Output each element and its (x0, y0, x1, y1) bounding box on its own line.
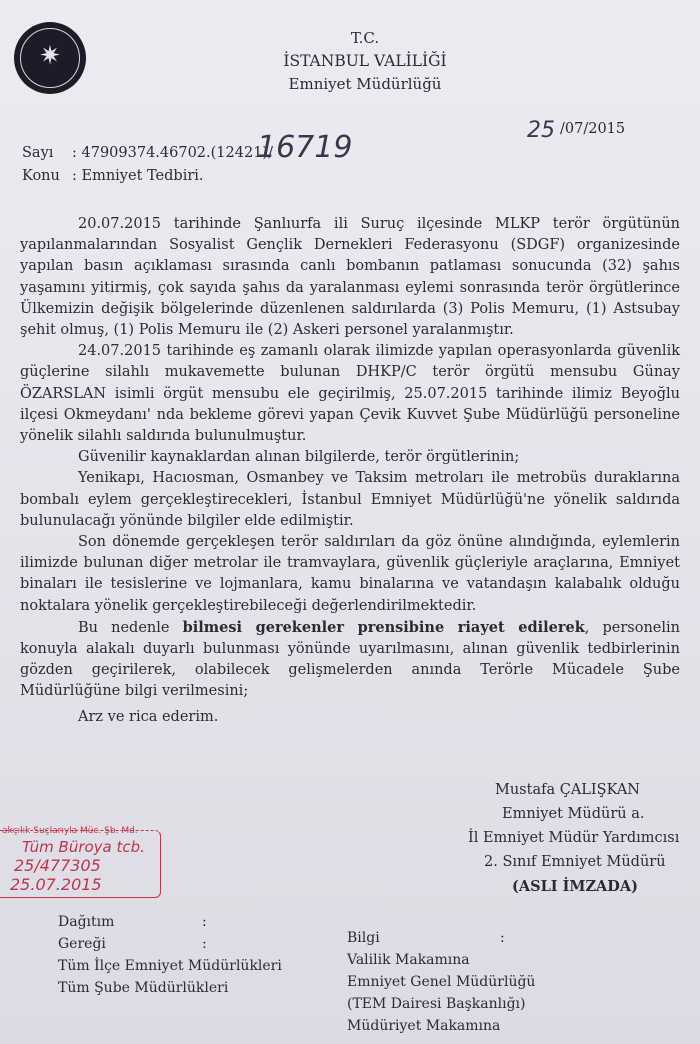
paragraph-kaynaklar: Güvenilir kaynaklardan alınan bilgilerde, terör örgütlerinin; (78, 449, 520, 466)
konu-label: Konu (22, 168, 60, 184)
bilgi-item-valilik: Valilik Makamına (347, 952, 470, 968)
bilgi-item-tem: (TEM Dairesi Başkanlığı) (347, 996, 526, 1012)
sayi-handwritten-number: 16719 (257, 130, 353, 165)
paragraph-tedbir: Bu nedenle bilmesi gerekenler prensibine riayet edilerek, personelin konuyla alakalı duyarlı bulunması yönünde uyarılmasını, alınan güvenlik tedbirlerinin gözden geçirilerek, olabilecek gelişmelerden anında Terörle Mücadele Şube Müdürlüğüne bilgi verilmesini; (20, 618, 681, 700)
konu-value: : Emniyet Tedbiri. (72, 168, 204, 184)
stamp-title: akçılık Suçlarıyla Müc. Şb. Md. (2, 826, 138, 836)
stamp-handwritten-line-3: 25.07.2015 (10, 875, 102, 894)
geregi-label: Gereği (58, 936, 106, 952)
paragraph-operasyon: 24.07.2015 tarihinde eş zamanlı olarak ilimizde yapılan operasyonlarda güvenlik güçlerine silahlı mukavemette bulunan DHKP/C terör örgütü mensubu Günay ÖZARSLAN isimli örgüt mensubu ele geçirilmiş, 25.07.2015 tarihinde ilimiz Beyoğlu ilçesi Okmeydanı' nda bekleme görevi yapan Çevik Kuvvet Şube Müdürlüğü personeline yönelik silahlı saldırıda bulunulmuştur. (20, 343, 680, 445)
police-emblem-logo (14, 22, 86, 94)
stamp-handwritten-line-2: 25/477305 (14, 856, 101, 875)
paragraph-metro: Yenikapı, Hacıosman, Osmanbey ve Taksim metroları ile metrobüs duraklarına bombalı eylem gerçekleştirecekleri, İstanbul Emniyet Müdürlüğü'ne yönelik saldırıda bulunulacağı yönünde bilgiler elde edilmiştir. (20, 470, 680, 529)
signature-title-2: İl Emniyet Müdür Yardımcısı (468, 830, 680, 846)
paragraph-son-donem: Son dönemde gerçekleşen terör saldırıları da göz önüne alındığında, eylemlerin ilimizde bulunan diğer metrolar ile tramvaylara, güvenlik güçleriyle araçlarına, Emniyet binaları ile tesislerine ve lojmanlara, kamu binalarına ve vatandaşın kalabalık olduğu noktalara yönelik gerçekleştirebileceği değerlendirilmektedir. (20, 534, 680, 614)
bilgi-item-mudur: Müdüriyet Makamına (347, 1018, 501, 1034)
header-valilik: İSTANBUL VALİLİĞİ (283, 52, 447, 70)
star-icon: ✷ (39, 41, 61, 71)
signature-asli-imzada: (ASLI İMZADA) (512, 878, 638, 895)
header-tc: T.C. (350, 29, 380, 47)
stamp-handwritten-line-1: Tüm Büroya tcb. (22, 838, 145, 856)
dagitim-label: Dağıtım (58, 914, 115, 930)
bilgi-item-egm: Emniyet Genel Müdürlüğü (347, 974, 536, 990)
red-registry-stamp (0, 826, 170, 898)
geregi-item-ilce: Tüm İlçe Emniyet Müdürlükleri (58, 958, 282, 974)
paragraph-suruc: 20.07.2015 tarihinde Şanlıurfa ili Suruç ilçesinde MLKP terör örgütünün yapılanmalarından Sosyalist Gençlik Dernekleri Federasyonu (SDGF) organizesinde yapılan basın açıklaması sırasında canlı bombanın patlaması sonucunda (32) şahıs yaşamını yitirmiş, çok sayıda şahıs da yaralanması eylemi sonrasında terör örgütlerince Ülkemizin değişik bölgelerinde düzenlenen saldırılarda (3) Polis Memuru, (1) Astsubay şehit olmuş, (1) Polis Memuru ile (2) Askeri personel yaralanmıştır. (20, 216, 680, 339)
signature-name: Mustafa ÇALIŞKAN (495, 782, 640, 798)
signature-title-3: 2. Sınıf Emniyet Müdürü (484, 854, 666, 870)
sayi-label: Sayı (22, 145, 54, 161)
geregi-item-sube: Tüm Şube Müdürlükleri (58, 980, 229, 996)
emphasis-prensip: bilmesi gerekenler prensibine riayet edilerek (182, 618, 585, 636)
geregi-colon: : (202, 936, 207, 952)
signature-title-1: Emniyet Müdürü a. (502, 806, 645, 822)
header-mudurluk: Emniyet Müdürlüğü (288, 75, 442, 93)
paragraph-arz: Arz ve rica ederim. (78, 708, 219, 725)
bilgi-colon: : (500, 930, 505, 946)
dagitim-colon: : (202, 914, 207, 930)
date-day-handwritten: 25 (527, 118, 555, 143)
letter-body (20, 214, 680, 728)
bilgi-label: Bilgi (347, 930, 380, 946)
date-printed: /07/2015 (560, 121, 626, 137)
sayi-value: : 47909374.46702.(12421)/ (72, 145, 273, 161)
